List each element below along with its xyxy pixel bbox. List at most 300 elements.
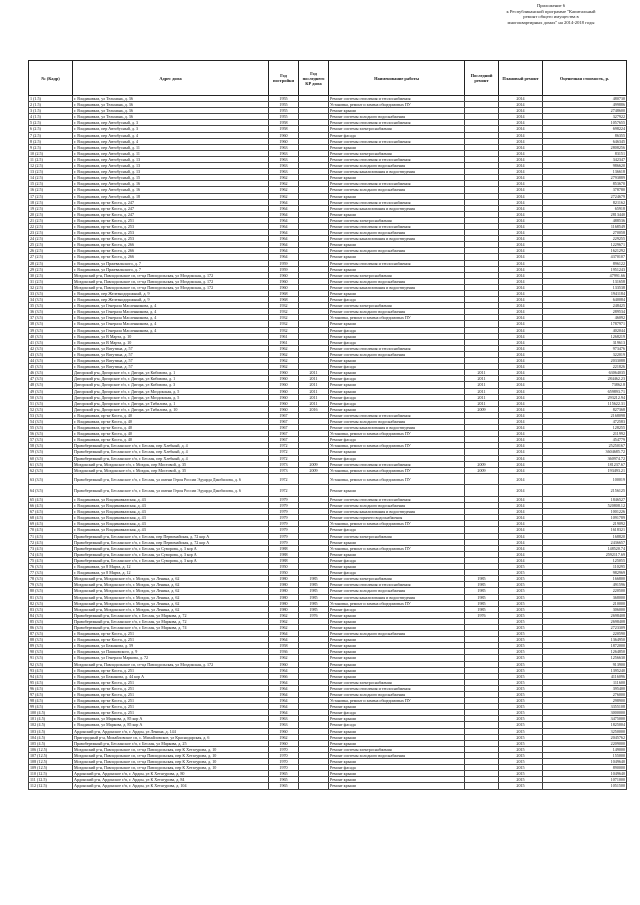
cell-planned-repair: 2015: [499, 624, 543, 630]
cell-cost: 1941184: [543, 291, 627, 297]
cell-planned-repair: 2014: [499, 437, 543, 443]
cell-address: Моздокский р-н, Павлодольское сп, ст-ца Павлодольская, ул Моздокская, д. 172: [73, 278, 269, 284]
cell-number: 2 (1.5): [29, 102, 73, 108]
cell-work-name: Ремонт крыши: [329, 759, 465, 765]
cell-built-year: 1950: [269, 564, 299, 570]
cell-built-year: 1960: [269, 272, 299, 278]
cell-number: 91 (3.5): [29, 655, 73, 661]
cell-address: г. Владикавказ, ул Маркова, д. 85 кор А: [73, 716, 269, 722]
cell-built-year: 1963: [269, 716, 299, 722]
cell-last-repair: 1985: [465, 606, 499, 612]
cell-planned-repair: 2014: [499, 181, 543, 187]
cell-built-year: 1979: [269, 497, 299, 503]
cell-address: Моздокский р-н, Павлодольское сп, ст-ца Павлодольская, пер К Хетагурова, д. 10: [73, 765, 269, 771]
cell-last-kr-year: 2011: [299, 376, 329, 382]
cell-address: г. Владикавказ, пр-кт Коста, д. 251: [73, 710, 269, 716]
cell-planned-repair: 2014: [499, 284, 543, 290]
cell-work-name: Ремонт крыши: [329, 144, 465, 150]
cell-number: 105 (4.5): [29, 740, 73, 746]
cell-planned-repair: 2015: [499, 692, 543, 698]
cell-address: Моздокский р-н, Павлодольское сп, ст-ца Павлодольская, ул Моздокская, д. 172: [73, 661, 269, 667]
cell-built-year: 1958: [269, 126, 299, 132]
cell-cost: 488536: [543, 217, 627, 223]
cell-built-year: 1963: [269, 169, 299, 175]
cell-address: г. Владикавказ, пер Автобусный, д. 18: [73, 193, 269, 199]
cell-built-year: 1980: [269, 600, 299, 606]
cell-address: Моздокский р-н, Павлодольское сп, ст-ца Павлодольская, пер К Хетагурова, д. 10: [73, 759, 269, 765]
cell-planned-repair: 2014: [499, 449, 543, 455]
cell-cost: 1229671: [543, 242, 627, 248]
cell-cost: 480730: [543, 96, 627, 102]
cell-number: 73 (4.5): [29, 545, 73, 551]
cell-planned-repair: 2014: [499, 266, 543, 272]
cell-planned-repair: 2015: [499, 643, 543, 649]
cell-cost: 821162: [543, 199, 627, 205]
cell-planned-repair: 2015: [499, 759, 543, 765]
cell-built-year: 1960: [269, 370, 299, 376]
cell-number: 72 (4.5): [29, 539, 73, 545]
cell-work-name: Ремонт крыши: [329, 655, 465, 661]
cell-built-year: 1972: [269, 473, 299, 485]
cell-work-name: Ремонт системы электроснабжения: [329, 150, 465, 156]
cell-address: г. Владикавказ, пер Автобусный, д. 15: [73, 175, 269, 181]
cell-cost: 110295: [543, 564, 627, 570]
cell-number: 70 (4.5): [29, 527, 73, 533]
cell-address: Дигорский р-н, Дигорское г/п, г. Дигора, ул Тибилова, д. 1: [73, 400, 269, 406]
cell-built-year: 1963: [269, 150, 299, 156]
cell-planned-repair: 2014: [499, 260, 543, 266]
cell-number: 38 (3.5): [29, 321, 73, 327]
cell-planned-repair: 2014: [499, 515, 543, 521]
cell-cost: 2045762: [543, 734, 627, 740]
cell-number: 7 (2.5): [29, 132, 73, 138]
cell-cost: 472583: [543, 418, 627, 424]
cell-last-kr-year: 1985: [299, 594, 329, 600]
cell-planned-repair: 2014: [499, 114, 543, 120]
cell-planned-repair: 2015: [499, 606, 543, 612]
cell-work-name: Ремонт крыши: [329, 728, 465, 734]
table-row: [29, 473, 627, 485]
cell-cost: 378780: [543, 187, 627, 193]
cell-cost: 83151: [543, 150, 627, 156]
cell-planned-repair: 2014: [499, 108, 543, 114]
cell-planned-repair: 2014: [499, 503, 543, 509]
cell-cost: 306000: [543, 606, 627, 612]
cell-address: г. Владикавказ, ул Тельмана, д. 36: [73, 102, 269, 108]
cell-work-name: Ремонт системы холодного водоснабжения: [329, 230, 465, 236]
cell-work-name: Ремонт крыши: [329, 370, 465, 376]
cell-number: 4 (1.5): [29, 114, 73, 120]
cell-number: 1 (1.5): [29, 96, 73, 102]
cell-work-name: Ремонт системы отопления и теплоснабжения: [329, 156, 465, 162]
cell-planned-repair: 2014: [499, 272, 543, 278]
cell-cost: 646345: [543, 138, 627, 144]
cell-built-year: 1963: [269, 144, 299, 150]
cell-built-year: 1973: [269, 461, 299, 467]
cell-built-year: 1964: [269, 217, 299, 223]
cell-planned-repair: 2014: [499, 96, 543, 102]
cell-work-name: Установка, ремонт и замена общедомовых ПУ: [329, 600, 465, 606]
cell-number: 24 (2.5): [29, 236, 73, 242]
cell-built-year: 1964: [269, 199, 299, 205]
cell-address: г. Владикавказ, пер Автобусный, д. 13: [73, 169, 269, 175]
cell-cost: 395400: [543, 685, 627, 691]
cell-built-year: 1932: [269, 315, 299, 321]
cell-address: г. Владикавказ, ул Бежанова, д. 59: [73, 643, 269, 649]
cell-planned-repair: 2014: [499, 455, 543, 461]
cell-number: 15 (2.5): [29, 181, 73, 187]
cell-work-name: Установка, ремонт и замена общедомовых ПУ: [329, 521, 465, 527]
cell-address: г. Владикавказ, ул В Марта, д. 10: [73, 339, 269, 345]
cell-address: г. Владикавказ, пер Автобусный, д. 11: [73, 144, 269, 150]
cell-address: Правобережный р-н, Бесланское г/п, г. Беслан, пер Первомайская, д. 72 кор А: [73, 539, 269, 545]
cell-address: Моздокский р-н, Павлодольское сп, ст-ца Павлодольская, ул Моздокская, д. 172: [73, 284, 269, 290]
cell-built-year: 1964: [269, 692, 299, 698]
cell-built-year: 1960: [269, 132, 299, 138]
cell-cost: 3000000: [543, 710, 627, 716]
cell-built-year: 1960: [269, 400, 299, 406]
cell-planned-repair: 2014: [499, 132, 543, 138]
cell-address: г. Владикавказ, ул Владикавказская, д. 43: [73, 503, 269, 509]
cell-built-year: 1964: [269, 211, 299, 217]
cell-last-repair: 2009: [465, 467, 499, 473]
cell-address: Дигорский р-н, Дигорское г/п, г. Дигора, ул Моздокская, д. 5: [73, 394, 269, 400]
cell-work-name: Ремонт фасада: [329, 437, 465, 443]
cell-built-year: 1932: [269, 321, 299, 327]
cell-built-year: 1988: [269, 557, 299, 563]
cell-planned-repair: 2015: [499, 649, 543, 655]
cell-number: 85 (3.5): [29, 618, 73, 624]
cell-address: Моздокский р-н, Моздокское г/п, г. Моздок, ул Ленина, д. 62: [73, 594, 269, 600]
cell-work-name: Установка, ремонт и замена общедомовых ПУ: [329, 102, 465, 108]
cell-planned-repair: 2014: [499, 102, 543, 108]
cell-work-name: Ремонт фасада: [329, 722, 465, 728]
cell-planned-repair: 2014: [499, 120, 543, 126]
cell-built-year: 1964: [269, 205, 299, 211]
cell-address: г. Владикавказ, пр-кт Коста, д. 251: [73, 631, 269, 637]
cell-planned-repair: 2015: [499, 631, 543, 637]
cell-cost: 659893.71: [543, 388, 627, 394]
cell-planned-repair: 2014: [499, 539, 543, 545]
cell-work-name: Ремонт системы электроснабжения: [329, 576, 465, 582]
cell-built-year: 1965: [269, 771, 299, 777]
col-header-planned-repair: Плановый ремонт: [499, 61, 543, 96]
cell-cost: 1395240: [543, 667, 627, 673]
cell-planned-repair: 2014: [499, 205, 543, 211]
cell-number: 106 (12.5): [29, 746, 73, 752]
cell-planned-repair: 2014: [499, 467, 543, 473]
cell-address: г. Владикавказ, пр-кт Коста, д. 253: [73, 230, 269, 236]
cell-work-name: Ремонт системы канализования и водоотведения: [329, 594, 465, 600]
cell-address: г. Владикавказ, пер Автобусный, д. 4: [73, 132, 269, 138]
cell-work-name: Ремонт фасада: [329, 297, 465, 303]
cell-built-year: 1960: [269, 406, 299, 412]
cell-planned-repair: 2014: [499, 557, 543, 563]
cell-last-kr-year: 2011: [299, 382, 329, 388]
cell-built-year: 1962: [269, 181, 299, 187]
cell-address: г. Владикавказ, пр-кт Коста, д. 251: [73, 698, 269, 704]
cell-cost: 890000: [543, 765, 627, 771]
cell-number: 40 (3.5): [29, 333, 73, 339]
cell-last-kr-year: 1985: [299, 588, 329, 594]
cell-number: 65 (4.5): [29, 497, 73, 503]
cell-number: 79 (3.5): [29, 582, 73, 588]
cell-built-year: 1960: [269, 138, 299, 144]
cell-number: 68 (4.5): [29, 515, 73, 521]
cell-cost: 454779: [543, 437, 627, 443]
cell-number: 96 (4.5): [29, 685, 73, 691]
cell-cost: 4116096: [543, 673, 627, 679]
cell-planned-repair: 2015: [499, 704, 543, 710]
cell-number: 84 (3.5): [29, 612, 73, 618]
cell-address: Моздокский р-н, Моздокское г/п, г. Моздок, ул Ленина, д. 62: [73, 606, 269, 612]
cell-work-name: Ремонт системы отопления и теплоснабжения: [329, 412, 465, 418]
cell-work-name: Ремонт системы холодного водоснабжения: [329, 278, 465, 284]
cell-cost: 319613: [543, 339, 627, 345]
cell-address: г. Владикавказ, пер Железнодорожный, д. 9: [73, 291, 269, 297]
cell-cost: 1256630: [543, 655, 627, 661]
cell-work-name: Ремонт системы отопления и теплоснабжения: [329, 138, 465, 144]
cell-planned-repair: 2014: [499, 431, 543, 437]
cell-planned-repair: 2014: [499, 144, 543, 150]
cell-built-year: 1960: [269, 740, 299, 746]
cell-work-name: Ремонт фасада: [329, 527, 465, 533]
cell-built-year: 1965: [269, 777, 299, 783]
cell-planned-repair: 2014: [499, 291, 543, 297]
cell-work-name: Ремонт крыши: [329, 777, 465, 783]
cell-last-repair: 1976: [465, 612, 499, 618]
cell-cost: 211992: [543, 431, 627, 437]
cell-address: г. Владикавказ, ул Владикавказская, д. 43: [73, 515, 269, 521]
cell-number: 71 (4.5): [29, 533, 73, 539]
cell-address: Правобережный р-н, Бесланское г/п, г. Беслан, ул Суворова, д. 3 кор А: [73, 551, 269, 557]
cell-work-name: Ремонт крыши: [329, 108, 465, 114]
cell-work-name: Ремонт крыши: [329, 266, 465, 272]
cell-planned-repair: 2014: [499, 333, 543, 339]
cell-built-year: 1964: [269, 679, 299, 685]
cell-address: г. Владикавказ, пр-кт Коста, д. 40: [73, 437, 269, 443]
cell-planned-repair: 2015: [499, 746, 543, 752]
cell-number: 56 (3.5): [29, 431, 73, 437]
cell-work-name: Ремонт системы отопления и теплоснабжения: [329, 96, 465, 102]
cell-number: 23 (2.5): [29, 230, 73, 236]
cell-built-year: 1962: [269, 175, 299, 181]
cell-cost: 1264850: [543, 649, 627, 655]
cell-planned-repair: 2014: [499, 242, 543, 248]
cell-cost: 193493.21: [543, 467, 627, 473]
cell-address: Правобережный р-н, Бесланское г/п, г. Беслан, пер Хлебный, д. 4: [73, 449, 269, 455]
cell-number: 9 (2.5): [29, 144, 73, 150]
cell-planned-repair: 2014: [499, 376, 543, 382]
cell-cost: 298900: [543, 698, 627, 704]
cell-address: г. Владикавказ, ул Ватутина, д. 57: [73, 358, 269, 364]
cell-cost: 913900: [543, 661, 627, 667]
cell-work-name: Ремонт крыши: [329, 618, 465, 624]
cell-planned-repair: 2014: [499, 223, 543, 229]
cell-last-repair: 1985: [465, 600, 499, 606]
cell-built-year: 1980: [269, 594, 299, 600]
cell-built-year: 1972: [269, 449, 299, 455]
cell-cost: 973476: [543, 345, 627, 351]
cell-cost: 982969: [543, 570, 627, 576]
cell-planned-repair: 2015: [499, 771, 543, 777]
cell-cost: 2592117.69: [543, 551, 627, 557]
cell-built-year: 1972: [269, 455, 299, 461]
cell-address: Правобережный р-н, Бесланское г/п, г. Беслан, ул имени Героя России Эдуарда Джибилова, д. 6: [73, 485, 269, 497]
cell-built-year: 1960: [269, 388, 299, 394]
cell-work-name: Ремонт фасада: [329, 394, 465, 400]
cell-number: 107 (12.5): [29, 752, 73, 758]
cell-number: 51 (3.5): [29, 400, 73, 406]
cell-address: г. Владикавказ, пр-кт Коста, д. 251: [73, 679, 269, 685]
cell-cost: 1057655: [543, 120, 627, 126]
cell-last-kr-year: 1985: [299, 576, 329, 582]
cell-cost: 3604685.72: [543, 449, 627, 455]
cell-planned-repair: 2014: [499, 406, 543, 412]
cell-number: 94 (4.5): [29, 673, 73, 679]
cell-cost: 327922: [543, 114, 627, 120]
cell-built-year: 1962: [269, 345, 299, 351]
cell-work-name: Ремонт системы холодного водоснабжения: [329, 503, 465, 509]
cell-work-name: Ремонт системы холодного водоснабжения: [329, 309, 465, 315]
cell-cost: 25250167: [543, 443, 627, 449]
cell-work-name: Ремонт фасада: [329, 765, 465, 771]
col-header-estimated-cost: Оценочная стоимость, р.: [543, 61, 627, 96]
cell-cost: 1618321: [543, 527, 627, 533]
cell-number: 17 (2.5): [29, 193, 73, 199]
cell-address: г. Владикавказ, ул Владикавказская, д. 43: [73, 509, 269, 515]
cell-cost: 131658: [543, 278, 627, 284]
cell-number: 45 (3.5): [29, 364, 73, 370]
cell-address: Дигорский р-н, Дигорское г/п, г. Дигора, ул Кибизова, д. 1: [73, 376, 269, 382]
cell-number: 48 (3.5): [29, 382, 73, 388]
cell-work-name: Ремонт системы холодного водоснабжения: [329, 752, 465, 758]
cell-built-year: 1962: [269, 187, 299, 193]
cell-planned-repair: 2014: [499, 309, 543, 315]
cell-built-year: 1961: [269, 339, 299, 345]
cell-address: г. Владикавказ, ул Тельмана, д. 36: [73, 114, 269, 120]
cell-work-name: Установка, ремонт и замена общедомовых ПУ: [329, 467, 465, 473]
cell-last-kr-year: 2011: [299, 388, 329, 394]
cell-cost: 149000: [543, 746, 627, 752]
cell-work-name: Ремонт системы канализования и водоотведения: [329, 169, 465, 175]
cell-address: г. Владикавказ, ул Маркова, д. 85 кор А: [73, 722, 269, 728]
cell-built-year: 1964: [269, 230, 299, 236]
cell-built-year: 1955: [269, 96, 299, 102]
cell-cost: 2436657: [543, 539, 627, 545]
appendix-header-line: многоквартирных домах" на 2014-2018 годы: [507, 19, 595, 25]
cell-number: 37 (3.5): [29, 315, 73, 321]
cell-cost: 2723309: [543, 624, 627, 630]
cell-planned-repair: 2014: [499, 217, 543, 223]
cell-number: 35 (3.5): [29, 303, 73, 309]
cell-cost: 491596: [543, 582, 627, 588]
cell-address: г. Владикавказ, ул Пашковского, д. 9: [73, 649, 269, 655]
cell-number: 10 (2.5): [29, 150, 73, 156]
cell-work-name: Ремонт системы холодного водоснабжения: [329, 163, 465, 169]
cell-work-name: Ремонт системы канализования и водоотведения: [329, 236, 465, 242]
cell-built-year: 1965: [269, 783, 299, 789]
appendix-header: [486, 3, 616, 25]
cell-built-year: 1963: [269, 722, 299, 728]
cell-last-repair: 2011: [465, 370, 499, 376]
cell-cost: 128255: [543, 425, 627, 431]
cell-number: 103 (4.5): [29, 728, 73, 734]
cell-cost: 63064035: [543, 370, 627, 376]
table-header-row: [29, 61, 627, 96]
cell-planned-repair: 2014: [499, 315, 543, 321]
col-header-last-repair: Последний ремонт: [465, 61, 499, 96]
cell-number: 41 (3.5): [29, 339, 73, 345]
cell-work-name: Ремонт системы электроснабжения: [329, 679, 465, 685]
cell-work-name: Ремонт системы канализования и водоотведения: [329, 205, 465, 211]
cell-number: 76 (3.5): [29, 564, 73, 570]
cell-number: 87 (3.5): [29, 631, 73, 637]
cell-planned-repair: 2014: [499, 163, 543, 169]
cell-number: 58 (3.5): [29, 443, 73, 449]
cell-work-name: Ремонт крыши: [329, 321, 465, 327]
cell-work-name: Ремонт крыши: [329, 388, 465, 394]
cell-number: 67 (4.5): [29, 509, 73, 515]
cell-planned-repair: 2014: [499, 358, 543, 364]
cell-built-year: 1955: [269, 102, 299, 108]
cell-number: 99 (4.5): [29, 704, 73, 710]
cell-work-name: Ремонт системы электроснабжения: [329, 217, 465, 223]
cell-address: Ардонский р-н, Ардонское г/п, г. Ардон, ул Ленина, д. 144: [73, 728, 269, 734]
cell-planned-repair: 2014: [499, 521, 543, 527]
cell-last-repair: [465, 473, 499, 485]
cell-cost: 2724679: [543, 193, 627, 199]
cell-address: г. Владикавказ, пер Автобусный, д. 13: [73, 163, 269, 169]
cell-work-name: Установка, ремонт и замена общедомовых ПУ: [329, 473, 465, 485]
cell-number: 109 (12.5): [29, 765, 73, 771]
cell-work-name: Ремонт фасада: [329, 376, 465, 382]
cell-planned-repair: 2015: [499, 673, 543, 679]
cell-last-repair: [465, 485, 499, 497]
cell-address: г. Владикавказ, ул Генерала Масленникова, д. 4: [73, 321, 269, 327]
cell-built-year: 1963: [269, 163, 299, 169]
cell-built-year: 1964: [269, 685, 299, 691]
cell-cost: 168820: [543, 533, 627, 539]
col-header-last-kr-year: Год последнего КР дома: [299, 61, 329, 96]
cell-address: Правобережный р-н, Бесланское г/п, г. Беслан, пер Хлебный, д. 4: [73, 455, 269, 461]
cell-address: Правобережный р-н, Бесланское г/п, г. Беслан, ул имени Героя России Эдуарда Джибилова, д. 6: [73, 473, 269, 485]
cell-built-year: 1962: [269, 193, 299, 199]
cell-work-name: Ремонт системы холодного водоснабжения: [329, 692, 465, 698]
cell-number: 20 (2.5): [29, 211, 73, 217]
cell-work-name: Ремонт крыши: [329, 771, 465, 777]
cell-cost: 248425: [543, 303, 627, 309]
cell-cost: 1051500: [543, 783, 627, 789]
cell-built-year: 1980: [269, 576, 299, 582]
cell-number: 52 (3.5): [29, 406, 73, 412]
cell-cost: 520808.12: [543, 503, 627, 509]
repair-register-table: [28, 60, 627, 790]
cell-built-year: 1979: [269, 503, 299, 509]
cell-built-year: 1980: [269, 582, 299, 588]
col-header-work-name: Наименование работы: [329, 61, 465, 96]
cell-address: г. Владикавказ, ул Бежанова, д. 44 кор А: [73, 673, 269, 679]
cell-address: Моздокский р-н, Моздокское г/п, г. Моздок, ул Ленина, д. 62: [73, 600, 269, 606]
cell-built-year: 1962: [269, 655, 299, 661]
cell-planned-repair: 2014: [499, 138, 543, 144]
cell-planned-repair: 2014: [499, 187, 543, 193]
cell-last-repair: 2011: [465, 376, 499, 382]
cell-number: 112 (12.5): [29, 783, 73, 789]
cell-work-name: Ремонт системы холодного водоснабжения: [329, 631, 465, 637]
cell-last-repair: 2011: [465, 394, 499, 400]
cell-planned-repair: 2014: [499, 425, 543, 431]
